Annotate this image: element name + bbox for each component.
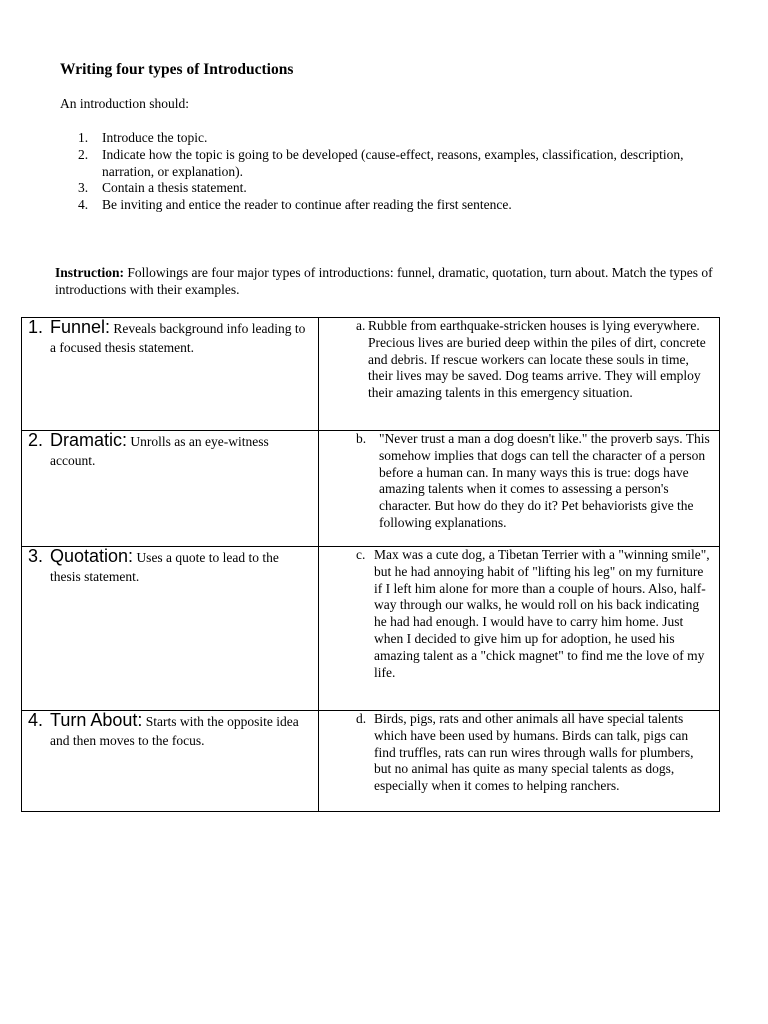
type-description: Starts with the opposite idea and then moves to the focus. — [50, 714, 299, 748]
example-text: "Never trust a man a dog doesn't like." the proverb says. This somehow implies that dogs can tell the character of a person before a human can. In many ways this is true: dogs have amazing talents when it comes to assessing a person's character. But how do they do it? Pet behaviorists give the following explanations. — [379, 431, 710, 530]
instruction-paragraph — [55, 265, 735, 299]
table-row — [22, 547, 720, 711]
example-cell — [319, 318, 720, 431]
type-number: 3. — [28, 546, 44, 566]
type-number: 1. — [28, 317, 44, 337]
example-letter: a. — [356, 318, 366, 333]
intro-lead: An introduction should: — [60, 96, 189, 111]
example-text: Rubble from earthquake-stricken houses is lying everywhere. Precious lives are buried deep within the piles of dirt, concrete and debris. If rescue workers can locate these souls in time, their lives may be saved. Dog teams arrive. They will employ their amazing talents in this emergency situation. — [368, 318, 706, 401]
type-number: 2. — [28, 430, 44, 450]
type-number: 4. — [28, 710, 44, 730]
example-cell — [319, 711, 720, 812]
list-item — [78, 147, 708, 181]
table-row — [22, 431, 720, 547]
list-item — [78, 197, 708, 214]
type-cell — [22, 547, 319, 711]
type-name: Funnel: — [50, 317, 111, 337]
list-text: Contain a thesis statement. — [102, 180, 247, 196]
list-number: 3. — [78, 180, 89, 196]
list-text: Indicate how the topic is going to be developed (cause-effect, reasons, examples, classification, description, narration, or explanation). — [102, 146, 684, 179]
list-item — [78, 130, 708, 147]
example-letter: d. — [356, 711, 367, 726]
type-name: Turn About: — [50, 710, 143, 730]
type-cell — [22, 711, 319, 812]
type-cell — [22, 318, 319, 431]
example-cell — [319, 547, 720, 711]
example-letter: c. — [356, 547, 366, 562]
list-text: Introduce the topic. — [102, 130, 208, 145]
table-row — [22, 318, 720, 431]
list-number: 2. — [78, 146, 89, 162]
list-number: 1. — [78, 130, 89, 145]
type-description: Reveals background info leading to a focused thesis statement. — [50, 321, 306, 355]
page-title: Writing four types of Introductions — [60, 61, 294, 78]
example-cell — [319, 431, 720, 547]
instruction-text: Followings are four major types of introductions: funnel, dramatic, quotation, turn about. Match the types of introductions with their examples. — [55, 265, 713, 297]
table-row — [22, 711, 720, 812]
matching-table — [21, 317, 720, 812]
type-name: Quotation: — [50, 546, 134, 566]
type-name: Dramatic: — [50, 430, 128, 450]
list-number: 4. — [78, 197, 89, 213]
type-cell — [22, 431, 319, 547]
type-description: Uses a quote to lead to the thesis statement. — [50, 550, 279, 584]
instruction-label: Instruction: — [55, 265, 125, 280]
example-text: Max was a cute dog, a Tibetan Terrier with a "winning smile", but he had annoying habit of "lifting his leg" on my furniture if I left him alone for more than a couple of hours. Also, half-way through our walks, he would roll on his back indicating he had had enough. I would have to carry him home. Just when I decided to give him up for adoption, he used his amazing talent as a "chick magnet" to find me the love of my life. — [374, 547, 710, 680]
example-text: Birds, pigs, rats and other animals all have special talents which have been used by humans. Birds can talk, pigs can find truffles, rats can run wires through walls for plumbers, but no animal has quite as many special talents as dogs, especially when it comes to helping ranchers. — [374, 711, 694, 794]
list-text: Be inviting and entice the reader to continue after reading the first sentence. — [102, 197, 512, 213]
requirements-list — [78, 130, 708, 214]
type-description: Unrolls as an eye-witness account. — [50, 434, 269, 468]
list-item — [78, 180, 708, 197]
example-letter: b. — [356, 431, 367, 446]
